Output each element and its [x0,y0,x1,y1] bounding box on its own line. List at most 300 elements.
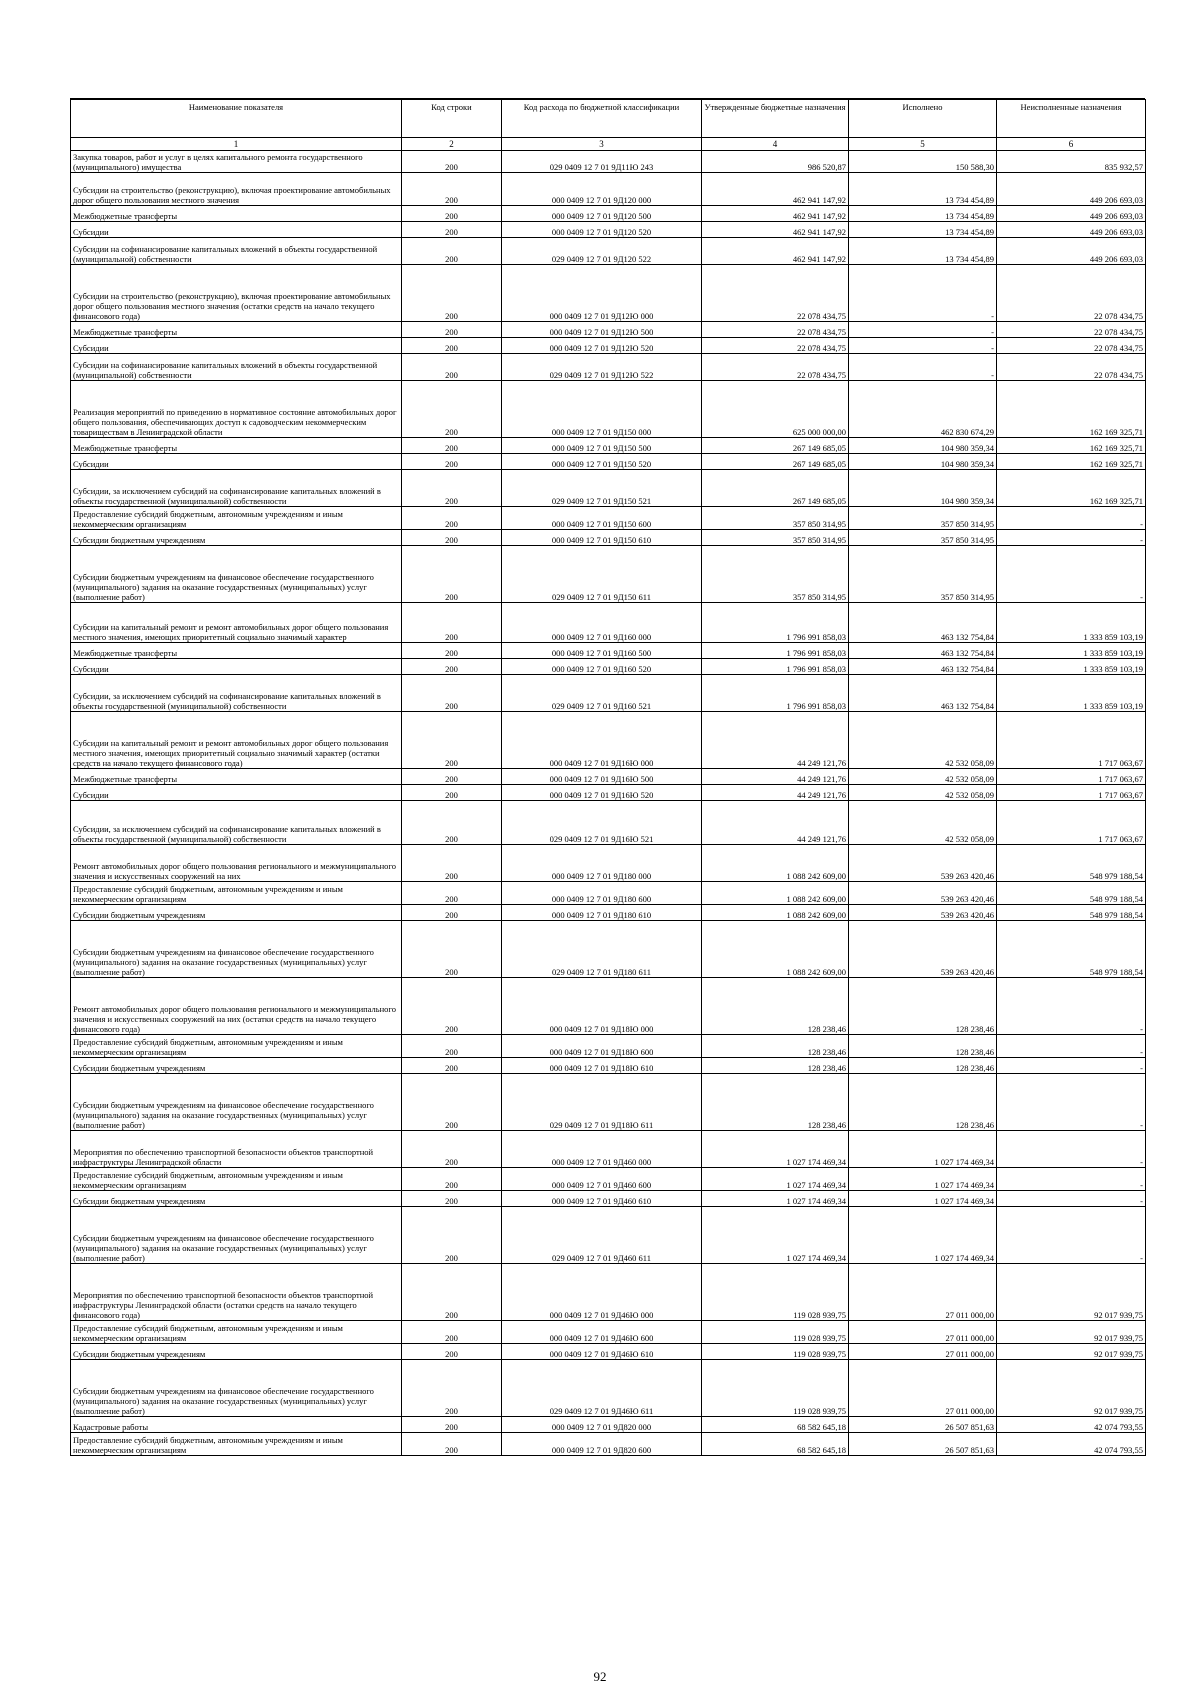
row-executed-cell: 27 011 000,00 [849,1360,997,1417]
row-line-code-cell: 200 [402,1264,502,1321]
row-executed-cell: 26 507 851,63 [849,1433,997,1456]
row-name-cell: Ремонт автомобильных дорог общего пользования регионального и межмуниципального значения и искусственных сооружений на них (остатки средств на начало текущего финансового года) [71,978,402,1035]
row-executed-cell: 1 027 174 469,34 [849,1191,997,1207]
row-name-cell: Предоставление субсидий бюджетным, автономным учреждениям и иным некоммерческим организациям [71,1035,402,1058]
table-row [71,1321,1146,1344]
table-row [71,338,1146,354]
row-name-cell: Субсидии, за исключением субсидий на софинансирование капитальных вложений в объекты государственной (муниципальной) собственности [71,675,402,712]
table-row [71,265,1146,322]
row-line-code-cell: 200 [402,1321,502,1344]
row-executed-cell: 128 238,46 [849,978,997,1035]
row-executed-cell: 27 011 000,00 [849,1344,997,1360]
table-row [71,845,1146,882]
row-kbk-cell: 000 0409 12 7 01 9Д16Ю 000 [502,712,702,769]
table-row [71,978,1146,1035]
row-line-code-cell: 200 [402,1417,502,1433]
row-executed-cell: 104 980 359,34 [849,470,997,507]
row-name-cell: Межбюджетные трансферты [71,206,402,222]
table-row [71,1074,1146,1131]
row-unexecuted-cell: 162 169 325,71 [997,381,1146,438]
row-kbk-cell: 000 0409 12 7 01 9Д160 000 [502,603,702,643]
row-unexecuted-cell: 1 333 859 103,19 [997,643,1146,659]
row-kbk-cell: 000 0409 12 7 01 9Д180 610 [502,905,702,921]
row-name-cell: Предоставление субсидий бюджетным, автономным учреждениям и иным некоммерческим организациям [71,507,402,530]
row-line-code-cell: 200 [402,712,502,769]
table-row [71,1433,1146,1456]
row-executed-cell: 357 850 314,95 [849,546,997,603]
row-name-cell: Предоставление субсидий бюджетным, автономным учреждениям и иным некоммерческим организациям [71,1433,402,1456]
row-kbk-cell: 000 0409 12 7 01 9Д18Ю 000 [502,978,702,1035]
row-executed-cell: 539 263 420,46 [849,921,997,978]
row-line-code-cell: 200 [402,470,502,507]
row-name-cell: Субсидии на софинансирование капитальных вложений в объекты государственной (муниципальной) собственности [71,354,402,381]
row-kbk-cell: 029 0409 12 7 01 9Д12Ю 522 [502,354,702,381]
row-line-code-cell: 200 [402,322,502,338]
row-unexecuted-cell: - [997,978,1146,1035]
row-unexecuted-cell: - [997,1131,1146,1168]
row-line-code-cell: 200 [402,1433,502,1456]
table-row [71,1168,1146,1191]
header-name: Наименование показателя [71,100,402,138]
row-executed-cell: 128 238,46 [849,1074,997,1131]
row-approved-cell: 128 238,46 [702,1058,849,1074]
row-approved-cell: 267 149 685,05 [702,454,849,470]
row-executed-cell: 13 734 454,89 [849,222,997,238]
row-approved-cell: 1 027 174 469,34 [702,1131,849,1168]
row-kbk-cell: 000 0409 12 7 01 9Д180 600 [502,882,702,905]
row-unexecuted-cell: 1 717 063,67 [997,801,1146,845]
row-line-code-cell: 200 [402,921,502,978]
row-approved-cell: 44 249 121,76 [702,712,849,769]
table-row [71,769,1146,785]
row-executed-cell: 104 980 359,34 [849,454,997,470]
row-unexecuted-cell: 1 717 063,67 [997,712,1146,769]
row-line-code-cell: 200 [402,151,502,173]
row-unexecuted-cell: 1 333 859 103,19 [997,659,1146,675]
row-name-cell: Предоставление субсидий бюджетным, автономным учреждениям и иным некоммерческим организациям [71,1321,402,1344]
table-row [71,1360,1146,1417]
row-name-cell: Межбюджетные трансферты [71,643,402,659]
table-row [71,905,1146,921]
row-name-cell: Межбюджетные трансферты [71,438,402,454]
row-executed-cell: 463 132 754,84 [849,603,997,643]
row-unexecuted-cell: 1 717 063,67 [997,769,1146,785]
row-kbk-cell: 000 0409 12 7 01 9Д120 500 [502,206,702,222]
row-kbk-cell: 000 0409 12 7 01 9Д12Ю 520 [502,338,702,354]
row-approved-cell: 462 941 147,92 [702,238,849,265]
row-kbk-cell: 000 0409 12 7 01 9Д120 520 [502,222,702,238]
row-unexecuted-cell: 162 169 325,71 [997,454,1146,470]
row-kbk-cell: 000 0409 12 7 01 9Д820 000 [502,1417,702,1433]
table-row [71,1131,1146,1168]
table-header-row [71,100,1146,138]
row-approved-cell: 128 238,46 [702,978,849,1035]
row-unexecuted-cell: - [997,1191,1146,1207]
row-kbk-cell: 000 0409 12 7 01 9Д12Ю 000 [502,265,702,322]
row-line-code-cell: 200 [402,1207,502,1264]
row-executed-cell: - [849,354,997,381]
row-approved-cell: 1 088 242 609,00 [702,921,849,978]
row-approved-cell: 1 796 991 858,03 [702,659,849,675]
row-name-cell: Субсидии на капитальный ремонт и ремонт автомобильных дорог общего пользования местного значения, имеющих приоритетный социально значимый характер [71,603,402,643]
row-name-cell: Субсидии [71,222,402,238]
table-row [71,1191,1146,1207]
table-row [71,238,1146,265]
row-executed-cell: 42 532 058,09 [849,769,997,785]
row-executed-cell: 13 734 454,89 [849,238,997,265]
budget-execution-table [70,99,1146,1456]
row-line-code-cell: 200 [402,546,502,603]
row-line-code-cell: 200 [402,338,502,354]
row-name-cell: Субсидии [71,338,402,354]
row-line-code-cell: 200 [402,603,502,643]
row-line-code-cell: 200 [402,354,502,381]
row-approved-cell: 357 850 314,95 [702,530,849,546]
row-name-cell: Субсидии, за исключением субсидий на софинансирование капитальных вложений в объекты государственной (муниципальной) собственности [71,801,402,845]
row-approved-cell: 128 238,46 [702,1074,849,1131]
row-executed-cell: 1 027 174 469,34 [849,1131,997,1168]
row-unexecuted-cell: 1 717 063,67 [997,785,1146,801]
row-kbk-cell: 000 0409 12 7 01 9Д180 000 [502,845,702,882]
row-name-cell: Межбюджетные трансферты [71,322,402,338]
table-row [71,712,1146,769]
row-approved-cell: 267 149 685,05 [702,470,849,507]
row-executed-cell: 539 263 420,46 [849,882,997,905]
row-approved-cell: 22 078 434,75 [702,322,849,338]
row-name-cell: Закупка товаров, работ и услуг в целях капитального ремонта государственного (муниципального) имущества [71,151,402,173]
row-executed-cell: 463 132 754,84 [849,643,997,659]
row-approved-cell: 128 238,46 [702,1035,849,1058]
row-name-cell: Субсидии бюджетным учреждениям [71,530,402,546]
row-line-code-cell: 200 [402,238,502,265]
row-unexecuted-cell: 92 017 939,75 [997,1344,1146,1360]
row-name-cell: Субсидии бюджетным учреждениям [71,1344,402,1360]
row-kbk-cell: 000 0409 12 7 01 9Д460 610 [502,1191,702,1207]
row-unexecuted-cell: 22 078 434,75 [997,322,1146,338]
row-executed-cell: 357 850 314,95 [849,507,997,530]
row-name-cell: Мероприятия по обеспечению транспортной безопасности объектов транспортной инфраструктуры Ленинградской области (остатки средств на начало текущего финансового года) [71,1264,402,1321]
row-name-cell: Субсидии бюджетным учреждениям на финансовое обеспечение государственного (муниципального) задания на оказание государственных (муниципальных) услуг (выполнение работ) [71,1360,402,1417]
row-line-code-cell: 200 [402,454,502,470]
row-name-cell: Субсидии на софинансирование капитальных вложений в объекты государственной (муниципальной) собственности [71,238,402,265]
table-row [71,322,1146,338]
row-kbk-cell: 029 0409 12 7 01 9Д150 521 [502,470,702,507]
column-number-4: 4 [702,138,849,151]
row-unexecuted-cell: - [997,507,1146,530]
row-approved-cell: 462 941 147,92 [702,222,849,238]
row-approved-cell: 1 088 242 609,00 [702,882,849,905]
table-row [71,222,1146,238]
row-executed-cell: 27 011 000,00 [849,1321,997,1344]
row-approved-cell: 1 796 991 858,03 [702,603,849,643]
budget-execution-table-container [70,99,1145,1456]
row-kbk-cell: 000 0409 12 7 01 9Д18Ю 600 [502,1035,702,1058]
row-line-code-cell: 200 [402,675,502,712]
row-line-code-cell: 200 [402,905,502,921]
row-executed-cell: 27 011 000,00 [849,1264,997,1321]
row-executed-cell: - [849,265,997,322]
table-row [71,151,1146,173]
row-unexecuted-cell: 548 979 188,54 [997,905,1146,921]
column-number-5: 5 [849,138,997,151]
row-unexecuted-cell: 92 017 939,75 [997,1264,1146,1321]
row-kbk-cell: 000 0409 12 7 01 9Д18Ю 610 [502,1058,702,1074]
table-row [71,785,1146,801]
row-kbk-cell: 029 0409 12 7 01 9Д180 611 [502,921,702,978]
row-name-cell: Субсидии [71,785,402,801]
row-executed-cell: - [849,338,997,354]
row-executed-cell: 13 734 454,89 [849,173,997,206]
row-line-code-cell: 200 [402,1035,502,1058]
row-approved-cell: 22 078 434,75 [702,354,849,381]
row-executed-cell: 42 532 058,09 [849,712,997,769]
row-executed-cell: 26 507 851,63 [849,1417,997,1433]
row-unexecuted-cell: 449 206 693,03 [997,173,1146,206]
row-unexecuted-cell: 22 078 434,75 [997,265,1146,322]
row-kbk-cell: 000 0409 12 7 01 9Д160 520 [502,659,702,675]
row-line-code-cell: 200 [402,643,502,659]
table-row [71,470,1146,507]
row-unexecuted-cell: 162 169 325,71 [997,470,1146,507]
row-kbk-cell: 029 0409 12 7 01 9Д46Ю 611 [502,1360,702,1417]
row-kbk-cell: 000 0409 12 7 01 9Д460 000 [502,1131,702,1168]
row-name-cell: Субсидии [71,454,402,470]
row-line-code-cell: 200 [402,206,502,222]
row-kbk-cell: 000 0409 12 7 01 9Д12Ю 500 [502,322,702,338]
row-line-code-cell: 200 [402,785,502,801]
row-line-code-cell: 200 [402,1131,502,1168]
column-number-6: 6 [997,138,1146,151]
table-row [71,173,1146,206]
row-line-code-cell: 200 [402,1191,502,1207]
row-line-code-cell: 200 [402,530,502,546]
row-name-cell: Субсидии бюджетным учреждениям [71,905,402,921]
row-kbk-cell: 000 0409 12 7 01 9Д150 610 [502,530,702,546]
row-name-cell: Субсидии бюджетным учреждениям [71,1058,402,1074]
row-name-cell: Субсидии на капитальный ремонт и ремонт автомобильных дорог общего пользования местного значения, имеющих приоритетный социально значимый характер (остатки средств на начало текущего финансового года) [71,712,402,769]
row-unexecuted-cell: 835 932,57 [997,151,1146,173]
row-approved-cell: 357 850 314,95 [702,507,849,530]
row-kbk-cell: 000 0409 12 7 01 9Д46Ю 600 [502,1321,702,1344]
row-executed-cell: - [849,322,997,338]
row-approved-cell: 1 027 174 469,34 [702,1207,849,1264]
row-kbk-cell: 000 0409 12 7 01 9Д820 600 [502,1433,702,1456]
row-approved-cell: 462 941 147,92 [702,173,849,206]
row-kbk-cell: 029 0409 12 7 01 9Д18Ю 611 [502,1074,702,1131]
row-unexecuted-cell: 42 074 793,55 [997,1417,1146,1433]
row-executed-cell: 1 027 174 469,34 [849,1168,997,1191]
row-executed-cell: 1 027 174 469,34 [849,1207,997,1264]
table-row [71,546,1146,603]
column-number-row [71,138,1146,151]
row-line-code-cell: 200 [402,1344,502,1360]
row-unexecuted-cell: 92 017 939,75 [997,1360,1146,1417]
row-kbk-cell: 000 0409 12 7 01 9Д46Ю 000 [502,1264,702,1321]
header-line-code: Код строки [402,100,502,138]
table-row [71,454,1146,470]
row-unexecuted-cell: 92 017 939,75 [997,1321,1146,1344]
row-kbk-cell: 029 0409 12 7 01 9Д120 522 [502,238,702,265]
table-row [71,801,1146,845]
row-name-cell: Субсидии бюджетным учреждениям на финансовое обеспечение государственного (муниципального) задания на оказание государственных (муниципальных) услуг (выполнение работ) [71,546,402,603]
row-approved-cell: 44 249 121,76 [702,769,849,785]
row-approved-cell: 22 078 434,75 [702,265,849,322]
row-line-code-cell: 200 [402,173,502,206]
row-unexecuted-cell: - [997,546,1146,603]
row-unexecuted-cell: 22 078 434,75 [997,354,1146,381]
row-kbk-cell: 000 0409 12 7 01 9Д460 600 [502,1168,702,1191]
row-unexecuted-cell: 162 169 325,71 [997,438,1146,454]
row-approved-cell: 1 027 174 469,34 [702,1191,849,1207]
row-approved-cell: 44 249 121,76 [702,801,849,845]
table-row [71,1058,1146,1074]
row-line-code-cell: 200 [402,978,502,1035]
row-approved-cell: 68 582 645,18 [702,1433,849,1456]
row-approved-cell: 1 088 242 609,00 [702,905,849,921]
row-kbk-cell: 000 0409 12 7 01 9Д150 520 [502,454,702,470]
row-unexecuted-cell: - [997,1035,1146,1058]
row-executed-cell: 462 830 674,29 [849,381,997,438]
column-number-2: 2 [402,138,502,151]
row-executed-cell: 42 532 058,09 [849,785,997,801]
header-unexecuted: Неисполненные назначения [997,100,1146,138]
table-row [71,882,1146,905]
row-line-code-cell: 200 [402,1074,502,1131]
row-approved-cell: 625 000 000,00 [702,381,849,438]
row-kbk-cell: 000 0409 12 7 01 9Д150 500 [502,438,702,454]
table-row [71,507,1146,530]
row-executed-cell: 357 850 314,95 [849,530,997,546]
row-executed-cell: 539 263 420,46 [849,845,997,882]
table-row [71,643,1146,659]
page-number: 92 [593,1669,607,1684]
column-number-1: 1 [71,138,402,151]
row-executed-cell: 463 132 754,84 [849,675,997,712]
table-row [71,1035,1146,1058]
table-row [71,381,1146,438]
row-line-code-cell: 200 [402,1058,502,1074]
row-unexecuted-cell: - [997,1207,1146,1264]
row-executed-cell: 463 132 754,84 [849,659,997,675]
row-approved-cell: 1 088 242 609,00 [702,845,849,882]
table-row [71,1207,1146,1264]
header-kbk: Код расхода по бюджетной классификации [502,100,702,138]
row-approved-cell: 267 149 685,05 [702,438,849,454]
row-name-cell: Субсидии на строительство (реконструкцию), включая проектирование автомобильных дорог общего пользования местного значения [71,173,402,206]
row-approved-cell: 22 078 434,75 [702,338,849,354]
row-line-code-cell: 200 [402,1168,502,1191]
row-line-code-cell: 200 [402,1360,502,1417]
row-name-cell: Кадастровые работы [71,1417,402,1433]
row-approved-cell: 1 796 991 858,03 [702,643,849,659]
row-approved-cell: 357 850 314,95 [702,546,849,603]
row-unexecuted-cell: 449 206 693,03 [997,238,1146,265]
row-name-cell: Субсидии на строительство (реконструкцию), включая проектирование автомобильных дорог общего пользования местного значения (остатки средств на начало текущего финансового года) [71,265,402,322]
row-executed-cell: 42 532 058,09 [849,801,997,845]
row-unexecuted-cell: - [997,1058,1146,1074]
row-kbk-cell: 029 0409 12 7 01 9Д16Ю 521 [502,801,702,845]
row-executed-cell: 128 238,46 [849,1035,997,1058]
row-executed-cell: 539 263 420,46 [849,905,997,921]
row-unexecuted-cell: 22 078 434,75 [997,338,1146,354]
table-row [71,921,1146,978]
row-name-cell: Предоставление субсидий бюджетным, автономным учреждениям и иным некоммерческим организациям [71,1168,402,1191]
row-approved-cell: 119 028 939,75 [702,1264,849,1321]
row-approved-cell: 119 028 939,75 [702,1360,849,1417]
row-unexecuted-cell: 1 333 859 103,19 [997,603,1146,643]
row-unexecuted-cell: 449 206 693,03 [997,222,1146,238]
row-approved-cell: 119 028 939,75 [702,1321,849,1344]
row-approved-cell: 44 249 121,76 [702,785,849,801]
table-row [71,1417,1146,1433]
row-name-cell: Межбюджетные трансферты [71,769,402,785]
row-name-cell: Ремонт автомобильных дорог общего пользования регионального и межмуниципального значения и искусственных сооружений на них [71,845,402,882]
row-kbk-cell: 029 0409 12 7 01 9Д460 611 [502,1207,702,1264]
row-line-code-cell: 200 [402,438,502,454]
row-unexecuted-cell: 548 979 188,54 [997,845,1146,882]
row-kbk-cell: 029 0409 12 7 01 9Д160 521 [502,675,702,712]
row-unexecuted-cell: 1 333 859 103,19 [997,675,1146,712]
row-approved-cell: 68 582 645,18 [702,1417,849,1433]
row-executed-cell: 150 588,30 [849,151,997,173]
row-unexecuted-cell: 548 979 188,54 [997,921,1146,978]
table-row [71,206,1146,222]
row-name-cell: Субсидии, за исключением субсидий на софинансирование капитальных вложений в объекты государственной (муниципальной) собственности [71,470,402,507]
row-name-cell: Реализация мероприятий по приведению в нормативное состояние автомобильных дорог общего пользования, обеспечивающих доступ к садоводческим некоммерческим товариществам в Ленинградской области [71,381,402,438]
row-kbk-cell: 000 0409 12 7 01 9Д120 000 [502,173,702,206]
row-unexecuted-cell: 548 979 188,54 [997,882,1146,905]
row-name-cell: Субсидии бюджетным учреждениям на финансовое обеспечение государственного (муниципального) задания на оказание государственных (муниципальных) услуг (выполнение работ) [71,1207,402,1264]
row-kbk-cell: 000 0409 12 7 01 9Д150 000 [502,381,702,438]
row-name-cell: Субсидии бюджетным учреждениям [71,1191,402,1207]
row-approved-cell: 1 027 174 469,34 [702,1168,849,1191]
row-line-code-cell: 200 [402,882,502,905]
row-line-code-cell: 200 [402,222,502,238]
row-name-cell: Субсидии бюджетным учреждениям на финансовое обеспечение государственного (муниципального) задания на оказание государственных (муниципальных) услуг (выполнение работ) [71,921,402,978]
row-approved-cell: 462 941 147,92 [702,206,849,222]
row-name-cell: Субсидии [71,659,402,675]
row-kbk-cell: 029 0409 12 7 01 9Д11Ю 243 [502,151,702,173]
table-row [71,659,1146,675]
table-row [71,438,1146,454]
row-approved-cell: 119 028 939,75 [702,1344,849,1360]
row-unexecuted-cell: 449 206 693,03 [997,206,1146,222]
header-approved: Утвержденные бюджетные назначения [702,100,849,138]
table-row [71,354,1146,381]
row-executed-cell: 104 980 359,34 [849,438,997,454]
row-name-cell: Предоставление субсидий бюджетным, автономным учреждениям и иным некоммерческим организациям [71,882,402,905]
row-executed-cell: 128 238,46 [849,1058,997,1074]
row-approved-cell: 1 796 991 858,03 [702,675,849,712]
row-kbk-cell: 000 0409 12 7 01 9Д160 500 [502,643,702,659]
table-row [71,530,1146,546]
row-line-code-cell: 200 [402,845,502,882]
table-row [71,603,1146,643]
row-kbk-cell: 029 0409 12 7 01 9Д150 611 [502,546,702,603]
row-line-code-cell: 200 [402,507,502,530]
table-row [71,1344,1146,1360]
row-kbk-cell: 000 0409 12 7 01 9Д46Ю 610 [502,1344,702,1360]
row-kbk-cell: 000 0409 12 7 01 9Д16Ю 520 [502,785,702,801]
row-line-code-cell: 200 [402,801,502,845]
row-line-code-cell: 200 [402,659,502,675]
row-kbk-cell: 000 0409 12 7 01 9Д150 600 [502,507,702,530]
row-approved-cell: 986 520,87 [702,151,849,173]
row-name-cell: Субсидии бюджетным учреждениям на финансовое обеспечение государственного (муниципального) задания на оказание государственных (муниципальных) услуг (выполнение работ) [71,1074,402,1131]
row-executed-cell: 13 734 454,89 [849,206,997,222]
row-kbk-cell: 000 0409 12 7 01 9Д16Ю 500 [502,769,702,785]
header-executed: Исполнено [849,100,997,138]
